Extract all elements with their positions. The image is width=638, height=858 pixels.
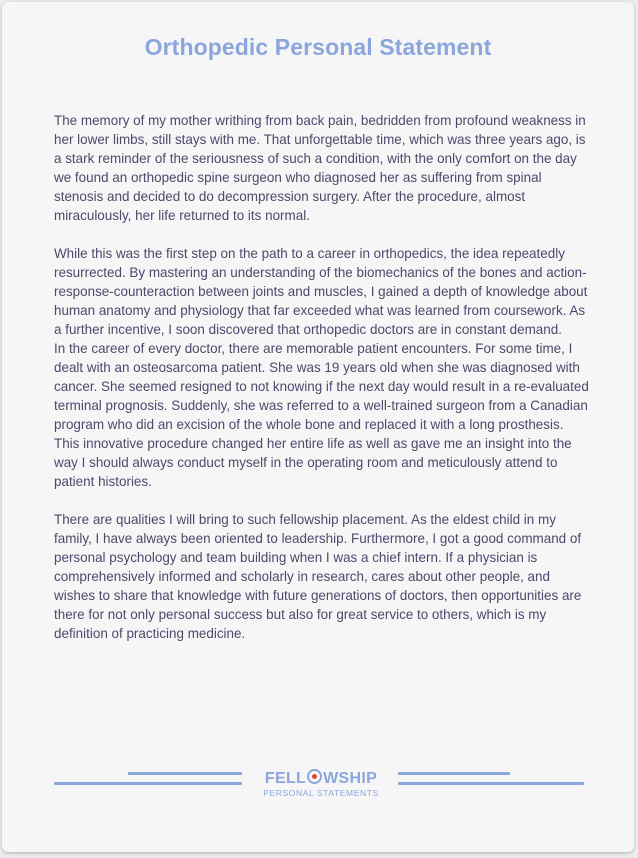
- target-icon: [307, 769, 322, 784]
- logo-text-part1: FELL: [264, 770, 307, 787]
- paragraph: The memory of my mother writhing from back pain, bedridden from profound weakness in her lower limbs, still stays with me. That unforgettable time, which was three years ago, is a stark reminder of the seriousness of such a condition, with the only comfort on the day we found an orthopedic spine surgeon who diagnosed her as suffering from spinal stenosis and decided to do decompression surgery. After the procedure, almost miraculously, her life returned to its normal.: [54, 113, 586, 223]
- document-title: Orthopedic Personal Statement: [144, 34, 492, 60]
- footer-divider-bottom-left: [54, 782, 242, 785]
- document-page: [2, 2, 634, 852]
- paragraph: While this was the first step on the path to a career in orthopedics, the idea repeatedly resurrected. By mastering an understanding of the biomechanics of the bones and action-response-counteraction between joints and muscles, I gained a depth of knowledge about human anatomy and physiology that far exceeded what was learned from coursework. As a further incentive, I soon discovered that orthopedic doctors are in constant demand.: [54, 246, 588, 337]
- paragraph: There are qualities I will bring to such fellowship placement. As the eldest child in my family, I have always been oriented to leadership. Furthermore, I got a good command of personal psychology and team building when I was a chief intern. If a physician is comprehensively informed and scholarly in research, cares about other people, and wishes to share that knowledge with future generations of doctors, then opportunities are there for not only personal success but also for great service to others, which is my definition of practicing medicine.: [54, 512, 582, 641]
- logo-text-part2: WSHIP: [323, 770, 378, 787]
- logo-wordmark: [247, 768, 395, 788]
- footer-divider-top-left: [128, 772, 242, 775]
- footer-divider-bottom-right: [398, 782, 584, 785]
- paragraph: In the career of every doctor, there are memorable patient encounters. For some time, I dealt with an osteosarcoma patient. She was 19 years old when she was diagnosed with cancer. She seemed resigned to not knowing if the next day would result in a re-evaluated terminal prognosis. Suddenly, she was referred to a well-trained surgeon from a Canadian program who did an excision of the whole bone and replaced it with a long prosthesis. This innovative procedure changed her entire life as well as gave me an insight into the way I should always conduct myself in the operating room and meticulously attend to patient histories.: [54, 341, 589, 489]
- document-body: [54, 111, 590, 643]
- logo-subtitle: PERSONAL STATEMENTS: [263, 788, 379, 798]
- footer-divider-top-right: [398, 772, 510, 775]
- fellowship-logo: [247, 768, 395, 799]
